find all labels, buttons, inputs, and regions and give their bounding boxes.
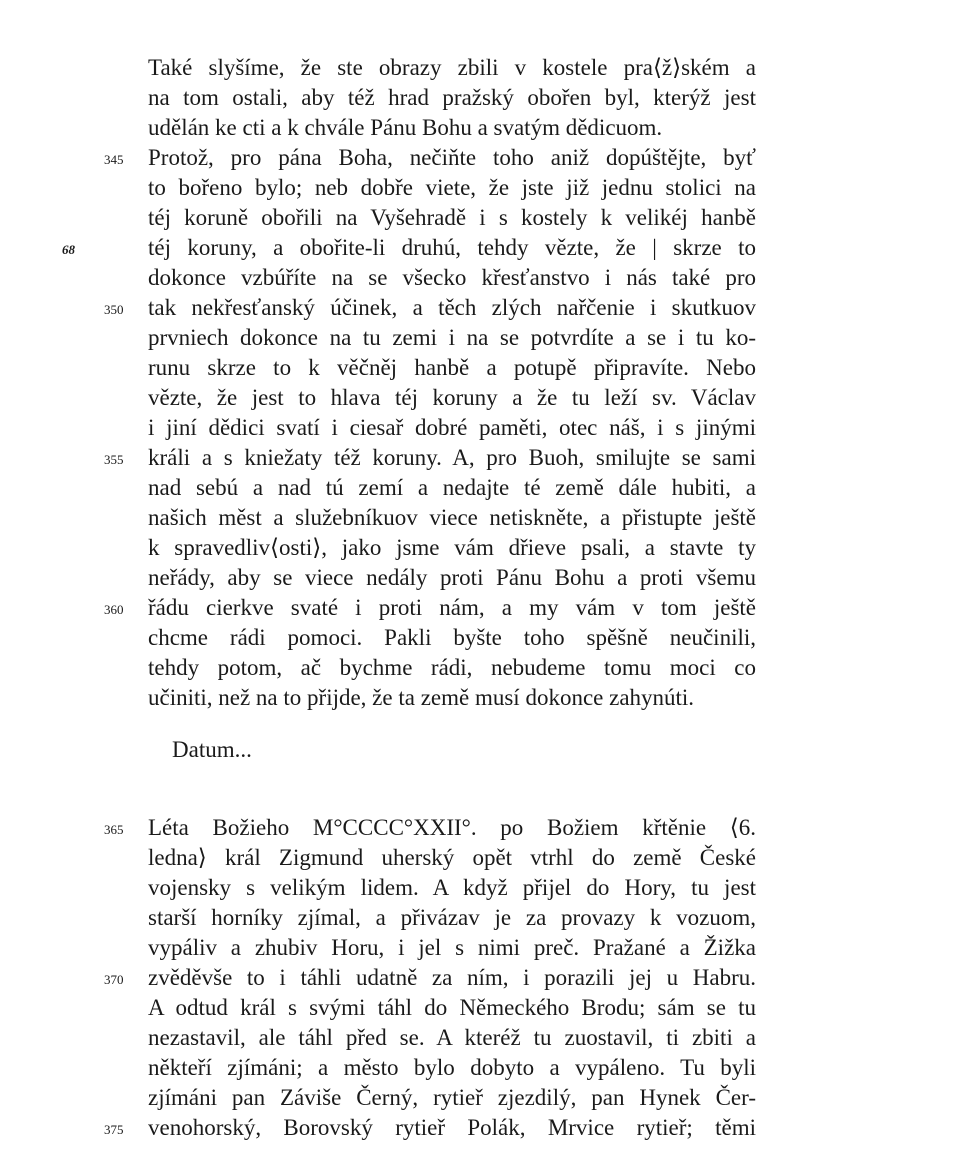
line-number: 365 [104, 822, 124, 837]
text-line: učiniti, než na to přijde, že ta země musí dokonce zahynúti. [148, 685, 695, 710]
margin-folio: 68 [62, 242, 75, 257]
text-line: Léta Božieho M°CCCC°XXII°. po Božiem křtěnie ⟨6. [148, 815, 756, 840]
text-line: dokonce vzbúříte na se všecko křesťanstvo i nás také pro [148, 265, 756, 290]
text-line: řádu cierkve svaté i proti nám, a my vám v tom ještě [148, 595, 756, 620]
text-line: vypáliv a zhubiv Horu, i jel s nimi preč. Pražané a Žižka [148, 935, 756, 960]
text-line: vězte, že jest to hlava téj koruny a že tu leží sv. Václav [148, 385, 756, 410]
line-number: 375 [104, 1122, 124, 1137]
text-line: téj koruně obořili na Vyšehradě i s kostely k velikéj hanbě [148, 205, 756, 230]
text-line: tehdy potom, ač bychme rádi, nebudeme tomu moci co [148, 655, 756, 680]
text-line: Protož, pro pána Boha, nečiňte toho aniž dopúštějte, byť [148, 145, 756, 170]
text-line: i jiní dědici svatí i ciesař dobré paměti, otec náš, i s jinými [148, 415, 756, 440]
text-line: udělán ke cti a k chvále Pánu Bohu a svatým dědicuom. [148, 115, 663, 140]
text-line: tak nekřesťanský účinek, a těch zlých nařčenie i skutkuov [148, 295, 756, 320]
text-line: našich měst a služebníkuov viece netiskněte, a přistupte ještě [148, 505, 756, 530]
text-line: k spravedliv⟨osti⟩, jako jsme vám dřieve psali, a stavte ty [148, 535, 756, 560]
text-line: zvěděvše to i táhli udatně za ním, i porazili jej u Habru. [148, 965, 756, 990]
text-line: to bořeno bylo; neb dobře viete, že jste již jednu stolici na [148, 175, 756, 200]
text-line: téj koruny, a obořite-li druhú, tehdy vězte, že | skrze to [148, 235, 756, 260]
text-line: na tom ostali, aby též hrad pražský obořen byl, kterýž jest [148, 85, 756, 110]
text-line: králi a s kniežaty též koruny. A, pro Buoh, smilujte se sami [148, 445, 756, 470]
text-line: zjímáni pan Záviše Černý, rytieř zjezdilý, pan Hynek Čer- [148, 1085, 756, 1110]
text-line: ledna⟩ král Zigmund uherský opět vtrhl do země České [148, 845, 756, 870]
text-line: někteří zjímáni; a město bylo dobyto a vypáleno. Tu byli [148, 1055, 756, 1080]
line-number: 350 [104, 302, 124, 317]
text-line: Také slyšíme, že ste obrazy zbili v kostele pra⟨ž⟩ském a [148, 55, 756, 80]
text-line: vojensky s velikým lidem. A když přijel do Hory, tu jest [148, 875, 756, 900]
line-number: 370 [104, 972, 124, 987]
text-line: A odtud král s svými táhl do Německého Brodu; sám se tu [148, 995, 756, 1020]
line-number: 345 [104, 152, 124, 167]
text-line: neřády, aby se viece nedály proti Pánu Bohu a proti všemu [148, 565, 756, 590]
text-line: chcme rádi pomoci. Pakli byšte toho spěšně neučinili, [148, 625, 756, 650]
text-line: starší horníky zjímal, a přivázav je za provazy k vozuom, [148, 905, 756, 930]
text-line: prvniech dokonce na tu zemi i na se potvrdíte a se i tu ko- [148, 325, 756, 350]
datum-heading: Datum... [172, 737, 252, 762]
text-line: runu skrze to k věčněj hanbě a potupě připravíte. Nebo [148, 355, 756, 380]
text-line: nad sebú a nad tú zemí a nedajte té země dále hubiti, a [148, 475, 756, 500]
text-line: venohorský, Borovský rytieř Polák, Mrvice rytieř; těmi [148, 1115, 756, 1140]
line-number: 355 [104, 452, 124, 467]
text-line: nezastavil, ale táhl před se. A kteréž tu zuostavil, ti zbiti a [148, 1025, 756, 1050]
line-number: 360 [104, 602, 124, 617]
